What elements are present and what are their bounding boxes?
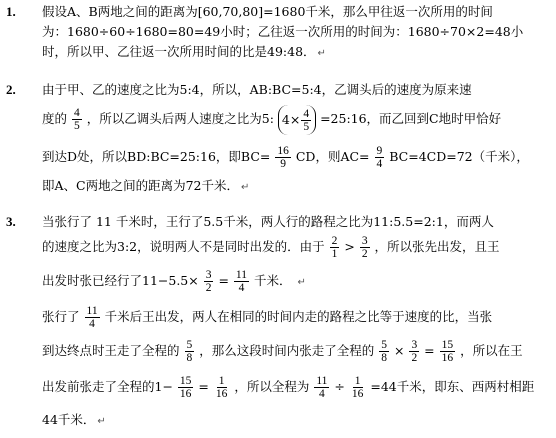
text: ，所以在王 [460,343,523,358]
problem-3-line-6 [42,372,552,402]
fraction [185,339,195,364]
denominator: 5 [74,120,80,132]
numerator: 5 [381,339,387,351]
problem-3-line-3 [42,266,552,298]
denominator: 5 [303,120,310,133]
denominator: 1 [331,248,338,260]
numerator: 5 [186,339,193,351]
numerator: 1 [354,375,361,387]
denominator: 16 [215,388,228,400]
denominator: 4 [89,318,95,330]
fraction [214,375,230,400]
denominator: 2 [361,248,368,260]
fraction [234,269,249,294]
numerator: 15 [179,375,192,387]
text: 44千米． [42,412,96,427]
parenthesized-expression [278,105,316,135]
text: ，那么这段时间内张走了全程的 [199,343,375,358]
text: 出发前张走了全程的1− [42,379,173,394]
text: =25:16，而乙回到C地时甲恰好 [320,111,502,126]
denominator: 16 [351,388,364,400]
numerator: 11 [235,269,247,281]
fraction [379,339,389,364]
problem-2-line-2 [42,104,552,135]
fraction [85,305,100,330]
numerator: 1 [218,375,225,387]
denominator: 2 [411,352,418,364]
fraction [204,269,214,294]
numerator: 9 [376,145,383,157]
problem-3-line-4 [42,302,552,332]
problem-number-1: 1. [6,4,16,19]
denominator: 8 [186,352,193,364]
text: 即A、C两地之间的距离为72千米． [42,178,239,193]
text: CD，则AC= [295,149,370,164]
text: 4× [281,111,301,127]
text: ÷ [334,379,345,394]
denominator: 16 [441,352,454,364]
text: 张行了 [42,309,80,324]
fraction [275,145,291,170]
numerator: 15 [441,339,454,351]
problem-3-line-2 [42,232,552,262]
problem-3-line-1: 当张行了 11 千米时，王行了5.5千米，两人行的路程之比为11:5.5=2:1，而两人 [42,214,494,229]
denominator: 2 [205,282,212,294]
paragraph-return-icon: ↵ [317,48,326,59]
problem-number-3: 3. [6,214,16,229]
text: ，所以全程为 [234,379,310,394]
problem-number-2: 2. [6,82,16,97]
problem-2-line-3 [42,142,552,172]
problem-1-line-3-text: 时，所以甲、乙往返一次所用时间的比是49:48． [42,44,316,59]
text: BC=4CD=72（千米）， [389,149,529,164]
problem-2-line-1: 由于甲、乙的速度之比为5:4，所以，AB:BC=5:4，乙调头后的速度为原来速 [42,82,472,97]
fraction [72,107,82,132]
problem-1-line-3 [42,44,552,62]
problem-3-line-5 [42,336,552,366]
text: = [424,343,435,358]
text: 到达D处，所以BD:BC=25:16，即BC= [42,149,271,164]
text: ，所以张先出发，且王 [374,239,500,254]
text: × [393,343,405,358]
numerator: 3 [205,269,212,281]
text: ，所以乙调头后两人速度之比为5: [86,111,274,126]
text: = [198,379,209,394]
text: = [218,273,229,288]
numerator: 4 [303,107,310,120]
fraction [314,375,329,400]
denominator: 4 [319,388,325,400]
fraction [301,108,311,133]
denominator: 4 [238,282,245,294]
fraction [440,339,456,364]
denominator: 8 [381,352,387,364]
text: =44千米，即东、西两村相距 [370,379,535,394]
paragraph-return-icon: ↵ [241,182,250,193]
fraction [330,235,340,260]
paragraph-return-icon: ↵ [297,277,306,288]
text: 度的 [42,111,68,126]
paragraph-return-icon: ↵ [97,416,106,427]
problem-1-line-2: 为：1680÷60÷1680=80=49小时；乙往返一次所用的时间为：1680÷70×2=48小 [42,24,524,39]
text: 的速度之比为3:2，说明两人不是同时出发的．由于 [42,239,325,254]
problem-2-line-4 [42,178,552,196]
text: 出发时张已经行了11−5.5× [42,273,199,288]
fraction [360,235,370,260]
fraction [178,375,194,400]
text: > [344,239,355,254]
numerator: 3 [411,339,418,351]
fraction [375,145,385,170]
problem-1-line-1: 假设A、B两地之间的距离为[60,70,80]=1680千米，那么甲往返一次所用的时间 [42,4,493,19]
numerator: 16 [277,145,289,157]
denominator: 16 [179,388,192,400]
numerator: 2 [331,235,338,247]
text: 千米后王出发，两人在相同的时间内走的路程之比等于速度的比，当张 [104,309,493,324]
fraction [409,339,419,364]
text: 千米． [253,273,292,288]
problem-3-line-7 [42,412,552,430]
denominator: 4 [376,158,383,170]
numerator: 4 [74,107,80,119]
numerator: 11 [316,375,328,387]
numerator: 3 [361,235,368,247]
text: 到达终点时王走了全程的 [42,343,180,358]
fraction [350,375,366,400]
numerator: 11 [86,305,98,317]
denominator: 9 [280,158,286,170]
